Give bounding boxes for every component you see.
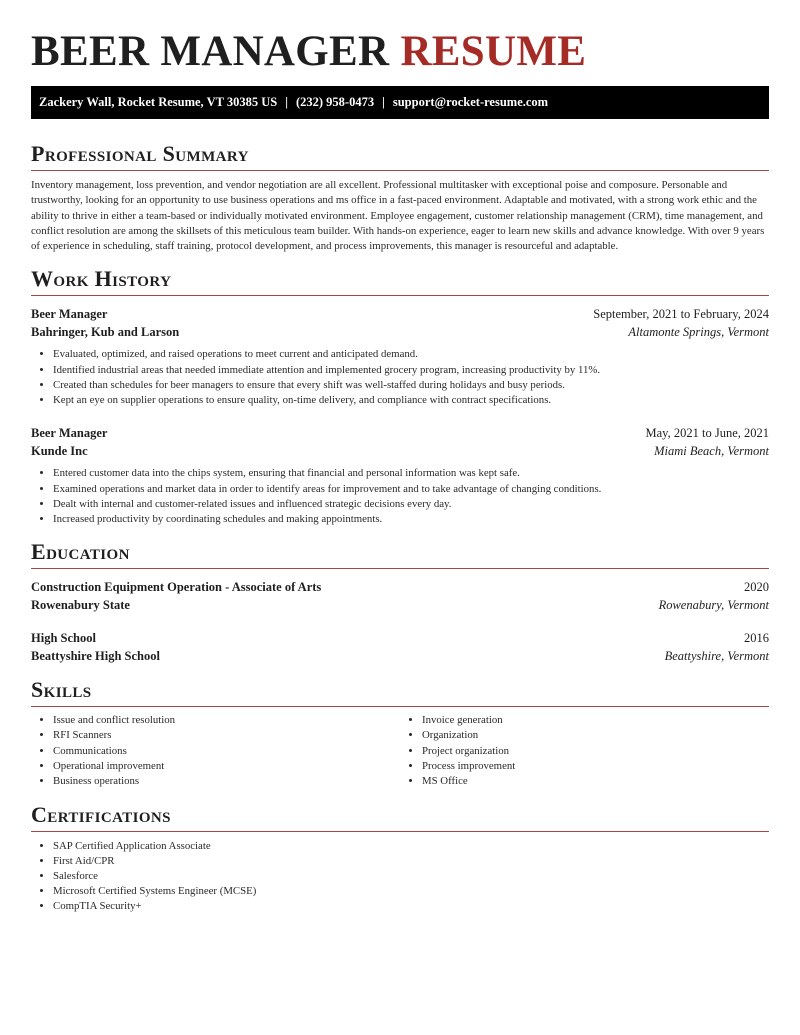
skill-item: • Organization bbox=[422, 728, 769, 743]
job-bullets bbox=[31, 347, 769, 408]
job-location: Altamonte Springs, Vermont bbox=[628, 325, 769, 340]
contact-email: support@rocket-resume.com bbox=[392, 95, 549, 109]
work-history-heading: Work History bbox=[31, 266, 769, 296]
skills-heading: Skills bbox=[31, 677, 769, 707]
skill-item: • Process improvement bbox=[422, 759, 769, 774]
contact-phone: (232) 958-0473 bbox=[295, 95, 375, 109]
contact-separator: | bbox=[382, 95, 385, 109]
job-title: Beer Manager bbox=[31, 426, 108, 441]
education-location: Rowenabury, Vermont bbox=[658, 598, 769, 613]
certification-item: • SAP Certified Application Associate bbox=[53, 839, 769, 854]
list-item: • Dealt with internal and customer-related issues and influenced strategic decisions every day. bbox=[53, 497, 769, 512]
entry-row bbox=[31, 424, 769, 442]
education-degree: High School bbox=[31, 631, 96, 646]
skills-left-column bbox=[31, 713, 400, 789]
contact-bar bbox=[31, 86, 769, 119]
skills-columns bbox=[31, 713, 769, 789]
education-year: 2020 bbox=[744, 580, 769, 595]
education-heading: Education bbox=[31, 539, 769, 569]
list-item: • Entered customer data into the chips system, ensuring that financial and personal information was kept safe. bbox=[53, 466, 769, 481]
summary-text: Inventory management, loss prevention, and vendor negotiation are all excellent. Professional multitasker with exceptional poise and composure. Personable and trustworthy, looking for an opportunity to use business operations and ms office in a fast-paced environment. Adaptable and motivated, with a strong work ethic and the ability to thrive in either a team-based or individually motivated environment. Employee engagement, customer relationship management (CRM), time management, and conflict resolution are among the skillsets of this meticulous team builder. With hands-on experience, eager to learn new skills and advance knowledge. With over 9 years of experience in scheduling, staff training, protocol development, and process improvements, this manager is resourceful and adaptable. bbox=[31, 179, 765, 253]
list-item: • Increased productivity by coordinating schedules and making appointments. bbox=[53, 512, 769, 527]
education-year: 2016 bbox=[744, 631, 769, 646]
title-main: BEER MANAGER bbox=[31, 28, 390, 75]
job-location: Miami Beach, Vermont bbox=[654, 444, 769, 459]
skill-item: • Operational improvement bbox=[53, 759, 400, 774]
entry-row bbox=[31, 442, 769, 460]
job-dates: May, 2021 to June, 2021 bbox=[645, 426, 769, 441]
skill-item: • Business operations bbox=[53, 774, 400, 789]
list-item: • Kept an eye on supplier operations to ensure quality, on-time delivery, and compliance with contract specifications. bbox=[53, 393, 769, 408]
education-degree: Construction Equipment Operation - Associate of Arts bbox=[31, 580, 322, 595]
education-entry bbox=[31, 578, 769, 614]
skill-item: • Communications bbox=[53, 744, 400, 759]
skills-right-column bbox=[400, 713, 769, 789]
skill-item: • MS Office bbox=[422, 774, 769, 789]
entry-row bbox=[31, 305, 769, 323]
contact-separator: | bbox=[285, 95, 288, 109]
list-item: • Created than schedules for beer managers to ensure that every shift was well-staffed during holidays and busy periods. bbox=[53, 378, 769, 393]
work-history-list bbox=[31, 305, 769, 527]
job-bullets bbox=[31, 466, 769, 527]
job-entry bbox=[31, 424, 769, 527]
contact-address: Zackery Wall, Rocket Resume, VT 30385 US bbox=[39, 95, 278, 109]
certifications-list bbox=[31, 839, 769, 915]
job-entry bbox=[31, 305, 769, 408]
list-item: • Identified industrial areas that needed immediate attention and implemented grocery program, increasing productivity by 11%. bbox=[53, 363, 769, 378]
education-list bbox=[31, 578, 769, 665]
skill-item: • Issue and conflict resolution bbox=[53, 713, 400, 728]
job-dates: September, 2021 to February, 2024 bbox=[593, 307, 769, 322]
entry-row bbox=[31, 629, 769, 647]
summary-heading: Professional Summary bbox=[31, 141, 769, 171]
entry-row bbox=[31, 578, 769, 596]
resume-title bbox=[31, 0, 769, 78]
certification-item: • First Aid/CPR bbox=[53, 854, 769, 869]
certifications-heading: Certifications bbox=[31, 802, 769, 832]
job-company: Kunde Inc bbox=[31, 444, 88, 459]
education-school: Rowenabury State bbox=[31, 598, 130, 613]
list-item: • Examined operations and market data in order to identify areas for improvement and to take advantage of changing conditions. bbox=[53, 482, 769, 497]
education-school: Beattyshire High School bbox=[31, 649, 160, 664]
education-location: Beattyshire, Vermont bbox=[664, 649, 769, 664]
job-title: Beer Manager bbox=[31, 307, 108, 322]
certification-item: • Salesforce bbox=[53, 869, 769, 884]
job-company: Bahringer, Kub and Larson bbox=[31, 325, 180, 340]
education-entry bbox=[31, 629, 769, 665]
entry-row bbox=[31, 323, 769, 341]
skill-item: • Invoice generation bbox=[422, 713, 769, 728]
entry-row bbox=[31, 596, 769, 614]
list-item: • Evaluated, optimized, and raised operations to meet current and anticipated demand. bbox=[53, 347, 769, 362]
skill-item: • Project organization bbox=[422, 744, 769, 759]
entry-row bbox=[31, 647, 769, 665]
certification-item: • Microsoft Certified Systems Engineer (MCSE) bbox=[53, 884, 769, 899]
title-accent: RESUME bbox=[400, 28, 587, 75]
skill-item: • RFI Scanners bbox=[53, 728, 400, 743]
certification-item: • CompTIA Security+ bbox=[53, 899, 769, 914]
